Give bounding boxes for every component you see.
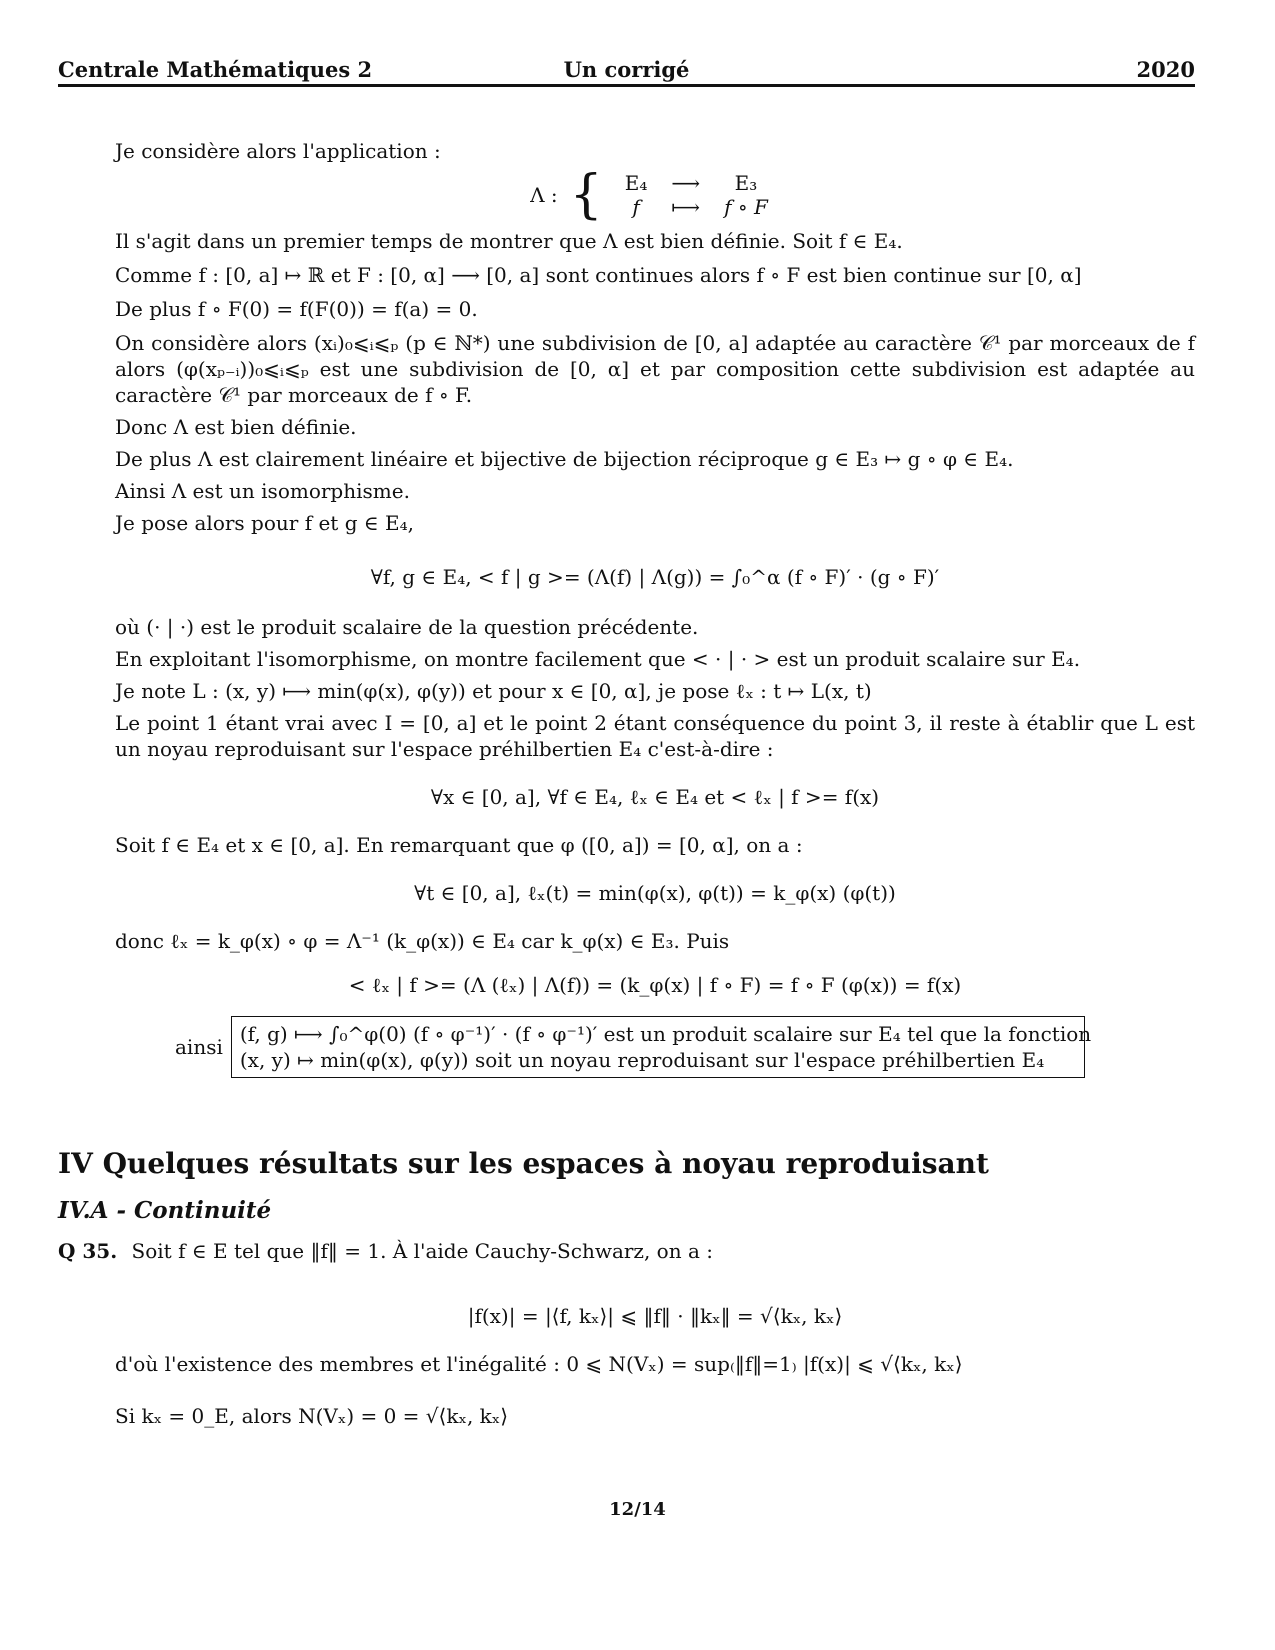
equation-lx: ∀t ∈ [0, a], ℓₓ(t) = min(φ(x), φ(t)) = k_φ(x) (φ(t)) [414,881,896,905]
subsection-title: IV.A - Continuité [58,1197,272,1224]
text-line: Soit f ∈ E₄ et x ∈ [0, a]. En remarquant que φ ([0, a]) = [0, α], on a : [115,833,803,857]
text-line: Si kₓ = 0_E, alors N(Vₓ) = 0 = √⟨kₓ, kₓ⟩ [115,1404,509,1428]
equation-final: < ℓₓ | f >= (Λ (ℓₓ) | Λ(f)) = (k_φ(x) | f ∘ F) = f ∘ F (φ(x)) = f(x) [348,973,962,997]
question-label: Q 35. [58,1239,118,1263]
text-line: De plus Λ est clairement linéaire et bijective de bijection réciproque g ∈ E₃ ↦ g ∘ φ ∈ E₄. [115,447,1014,471]
text-line: donc ℓₓ = k_φ(x) ∘ φ = Λ⁻¹ (k_φ(x)) ∈ E₄ car k_φ(x) ∈ E₃. Puis [115,929,730,953]
header-left: Centrale Mathématiques 2 [58,57,373,82]
paragraph-point: Le point 1 étant vrai avec I = [0, a] et le point 2 étant conséquence du point 3, il reste à établir que L est un noyau reproduisant sur l'espace préhilbertien E₄ c'est-à-dire : [115,711,1195,761]
section-title: IV Quelques résultats sur les espaces à noyau reproduisant [58,1147,989,1180]
box-line: (f, g) ⟼ ∫₀^φ(0) (f ∘ φ⁻¹)′ · (f ∘ φ⁻¹)′ est un produit scalaire sur E₄ tel que la fonction [239,1022,1092,1046]
intro-line: Je considère alors l'application : [115,139,441,163]
lambda-image: f ∘ F [724,195,768,219]
text-line: Je note L : (x, y) ⟼ min(φ(x), φ(y)) et pour x ∈ [0, α], je pose ℓₓ : t ↦ L(x, t) [115,679,872,703]
page-number: 12/14 [609,1499,666,1520]
lambda-arrow: ⟶ [671,171,701,195]
lambda-codomain: E₃ [734,171,758,195]
lambda-mapsto: ⟼ [671,195,701,219]
box-line: (x, y) ↦ min(φ(x), φ(y)) soit un noyau reproduisant sur l'espace préhilbertien E₄ [239,1048,1045,1072]
lambda-name: Λ : [530,183,558,207]
lambda-var: f [632,195,640,219]
lambda-table [613,171,780,219]
question-text: Soit f ∈ E tel que ‖f‖ = 1. À l'aide Cauchy-Schwarz, on a : [131,1239,713,1263]
text-line: Je pose alors pour f et g ∈ E₄, [115,511,414,535]
box-label: ainsi [175,1035,223,1059]
text-line: Il s'agit dans un premier temps de montrer que Λ est bien définie. Soit f ∈ E₄. [115,229,903,253]
brace-symbol: { [569,165,603,225]
header-rule [58,84,1195,87]
text-line: Donc Λ est bien définie. [115,415,357,439]
text-line: où (· | ·) est le produit scalaire de la question précédente. [115,615,699,639]
equation-cauchy-schwarz: |f(x)| = |⟨f, kₓ⟩| ⩽ ‖f‖ · ‖kₓ‖ = √⟨kₓ, kₓ⟩ [467,1304,843,1328]
text-line: De plus f ∘ F(0) = f(F(0)) = f(a) = 0. [115,297,478,321]
result-box [231,1016,1092,1078]
header-center: Un corrigé [563,57,690,82]
question-35 [58,1238,713,1264]
text-line: Comme f : [0, a] ↦ ℝ et F : [0, α] ⟶ [0, a] sont continues alors f ∘ F est bien continue sur [0, α] [115,263,1082,287]
result-box-row [175,1016,1195,1078]
text-line: Ainsi Λ est un isomorphisme. [115,479,410,503]
paragraph-subdivision: On considère alors (xᵢ)₀⩽ᵢ⩽ₚ (p ∈ ℕ*) une subdivision de [0, a] adaptée au caractère 𝒞¹ par morceaux de f alors (φ(xₚ₋ᵢ))₀⩽ᵢ⩽ₚ est une subdivision de [0, α] et par composition cette subdivision est adaptée au caractère 𝒞¹ par morceaux de f ∘ F. [115,331,1195,407]
text-line: d'où l'existence des membres et l'inégalité : 0 ⩽ N(Vₓ) = sup₍‖f‖=1₎ |f(x)| ⩽ √⟨kₓ, kₓ⟩ [115,1352,963,1376]
text-line: En exploitant l'isomorphisme, on montre facilement que < · | · > est un produit scalaire sur E₄. [115,647,1081,671]
equation-reproducing: ∀x ∈ [0, a], ∀f ∈ E₄, ℓₓ ∈ E₄ et < ℓₓ | f >= f(x) [430,785,880,809]
header-right: 2020 [1136,57,1195,82]
main-content [115,138,1195,1078]
lambda-definition [115,165,1195,225]
lambda-domain: E₄ [624,171,648,195]
equation-scalar-product: ∀f, g ∈ E₄, < f | g >= (Λ(f) | Λ(g)) = ∫₀^α (f ∘ F)′ · (g ∘ F)′ [370,565,940,589]
q35-body [115,1285,1195,1429]
